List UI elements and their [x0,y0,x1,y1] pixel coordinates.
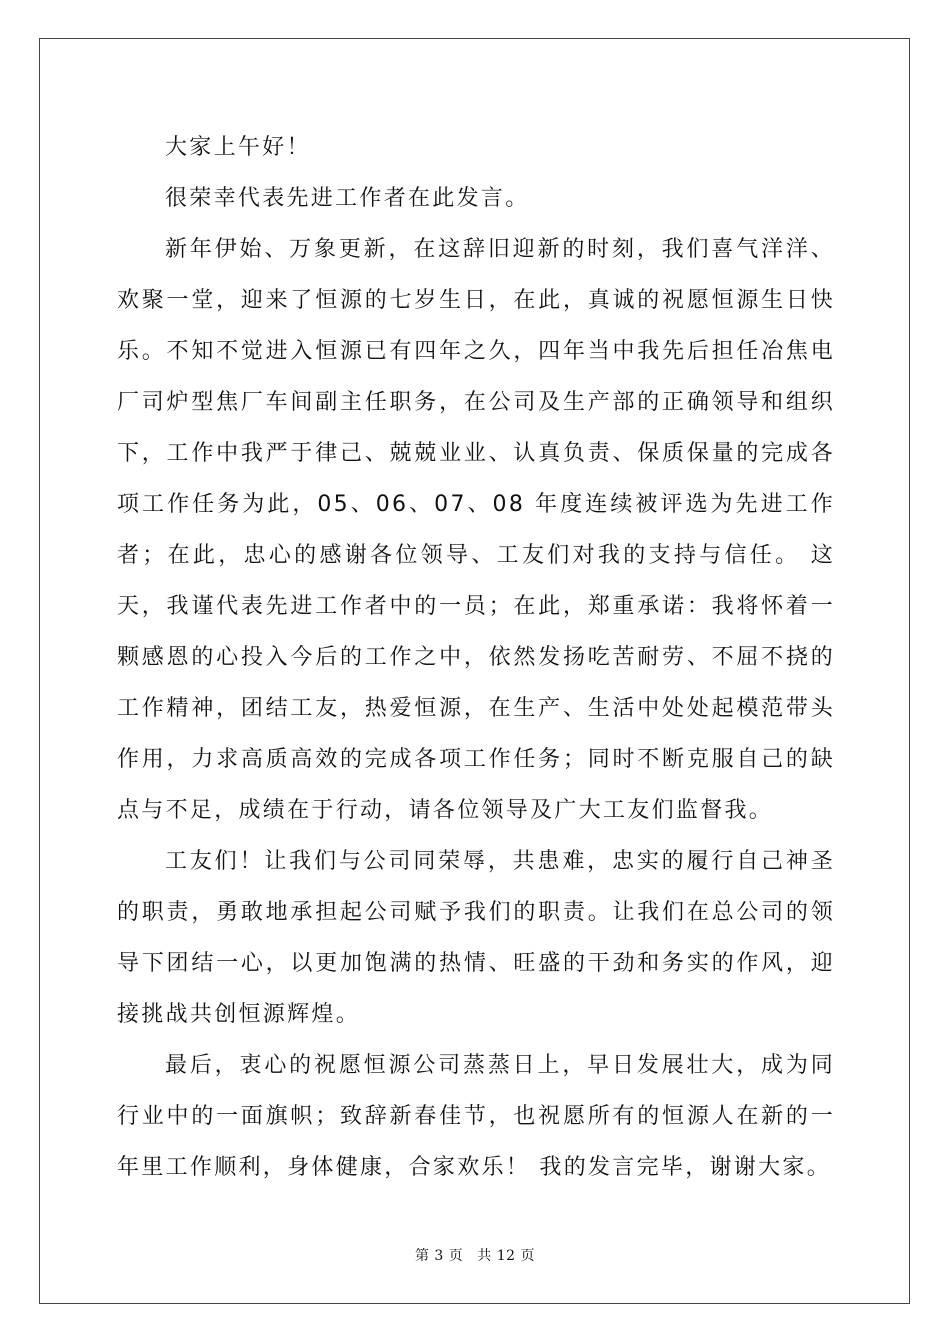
document-body [117,122,835,1193]
total-pages-label: 共 12 页 [477,1248,536,1264]
paragraph-greeting: 大家上午好！ [165,135,311,160]
current-page-label: 第 3 页 [414,1248,464,1264]
page-footer [0,1245,950,1265]
paragraph-main: 新年伊始、万象更新，在这辞旧迎新的时刻，我们喜气洋洋、欢聚一堂，迎来了恒源的七岁生日，在此，真诚的祝愿恒源生日快乐。不知不觉进入恒源已有四年之久，四年当中我先后担任冶焦电厂司炉型焦厂车间副主任职务，在公司及生产部的正确领导和组织下，工作中我严于律己、兢兢业业、认真负责、保质保量的完成各项工作任务为此，05、06、07、08 年度连续被评选为先进工作者；在此，忠心的感谢各位领导、工友们对我的支持与信任。 这天，我谨代表先进工作者中的一员；在此，郑重承诺：我将怀着一颗感恩的心投入今后的工作之中，依然发扬吃苦耐劳、不屈不挠的工作精神，团结工友，热爱恒源，在生产、生活中处处起模范带头作用，力求高质高效的完成各项工作任务；同时不断克服自己的缺点与不足，成绩在于行动，请各位领导及广大工友们监督我。 [117,237,835,823]
paragraph-closing: 最后，衷心的祝愿恒源公司蒸蒸日上，早日发展壮大，成为同行业中的一面旗帜；致辞新春佳节，也祝愿所有的恒源人在新的一年里工作顺利，身体健康，合家欢乐！ 我的发言完毕，谢谢大家。 [117,1053,835,1180]
paragraph-appeal: 工友们！让我们与公司同荣辱，共患难，忠实的履行自己神圣的职责，勇敢地承担起公司赋予我们的职责。让我们在总公司的领导下团结一心，以更加饱满的热情、旺盛的干劲和务实的作风，迎接挑战共创恒源辉煌。 [117,849,835,1027]
paragraph-intro: 很荣幸代表先进工作者在此发言。 [165,186,530,211]
